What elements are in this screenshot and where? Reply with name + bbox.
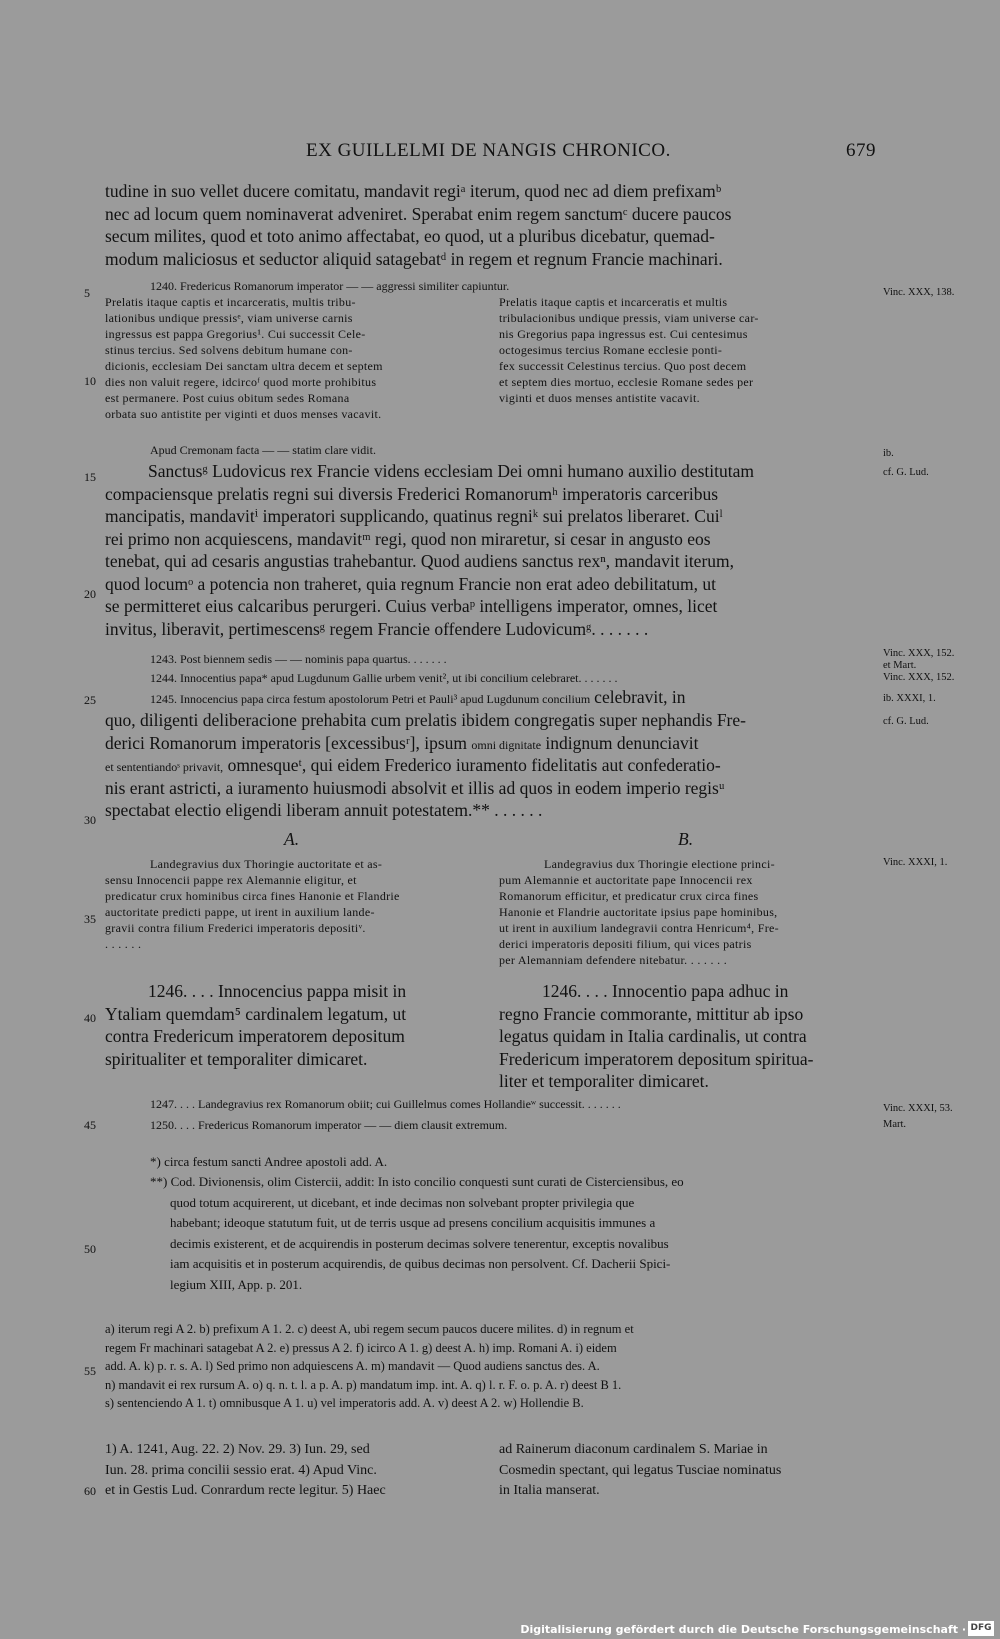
entry-1240-column-b bbox=[499, 294, 759, 406]
text-line: Cosmedin spectant, qui legatus Tusciae nominatus bbox=[499, 1462, 782, 1478]
text-line bbox=[105, 732, 746, 755]
text-line: orbata suo antistite per viginti et duos menses vacavit. bbox=[105, 407, 382, 421]
side-reference: Vinc. XXX, 152. bbox=[883, 648, 955, 659]
text-line: add. A. k) p. r. s. A. l) Sed primo non adquiescens A. m) mandavit — Quod audiens sanctus des. A. bbox=[105, 1359, 600, 1373]
text-line: et septem dies mortuo, ecclesie Romane sedes per bbox=[499, 375, 754, 389]
text-span: celebravit, in bbox=[594, 687, 686, 707]
funding-note: Digitalisierung gefördert durch die Deutsche Forschungsgemeinschaft · bbox=[520, 1623, 966, 1636]
text-line: stinus tercius. Sed solvens debitum humane con- bbox=[105, 343, 353, 357]
text-line: est permanere. Post cuius obitum sedes Romana bbox=[105, 391, 350, 405]
text-span: omnesqueᵗ, qui eidem Frederico iuramento fidelitatis aut confederatio- bbox=[227, 755, 721, 775]
text-line: habebant; ideoque statutum fuit, ut de terris usque ad presens concilium acquisitis immunes a bbox=[170, 1215, 656, 1230]
text-span: et sententiandoˢ privavit, bbox=[105, 760, 224, 774]
side-reference: Vinc. XXX, 152. bbox=[883, 672, 955, 683]
side-reference: Mart. bbox=[883, 1119, 907, 1130]
text-line: invitus, liberavit, pertimescensᵍ regem Francie offendere Ludovicumᵍ. . . . . . . bbox=[105, 618, 649, 639]
text-line: sensu Innocencii pappe rex Alemannie eligitur, et bbox=[105, 873, 357, 887]
text-line: gravii contra filium Frederici imperatoris depositiᵛ. bbox=[105, 921, 366, 935]
side-reference: cf. G. Lud. bbox=[883, 467, 929, 478]
text-line: nec ad locum quem nominaverat adveniret. Sperabat enim regem sanctumᶜ ducere paucos bbox=[105, 203, 732, 224]
dfg-logo: DFG bbox=[968, 1621, 994, 1636]
entry-1243: 1243. Post biennem sedis — — nominis papa quartus. . . . . . . bbox=[150, 652, 447, 666]
text-line: 1) A. 1241, Aug. 22. 2) Nov. 29. 3) Iun. 29, sed bbox=[105, 1442, 370, 1457]
running-title: EX GUILLELMI DE NANGIS CHRONICO. bbox=[306, 140, 671, 161]
line-number: 35 bbox=[84, 912, 96, 926]
side-reference: ib. bbox=[883, 448, 894, 459]
entry-1240-head: 1240. Fredericus Romanorum imperator — — aggressi similiter capiuntur. bbox=[150, 279, 510, 293]
text-line: predicatur crux hominibus circa fines Hanonie et Flandrie bbox=[105, 889, 400, 903]
text-line: Landegravius dux Thoringie auctoritate et as- bbox=[150, 857, 383, 871]
text-line: mancipatis, mandavitⁱ imperatori supplicando, quatinus regniᵏ sui prelatos liberaret. Cuiˡ bbox=[105, 506, 723, 526]
page-number: 679 bbox=[846, 140, 876, 161]
landgrave-column-b bbox=[499, 856, 779, 968]
text-line: **) Cod. Divionensis, olim Cistercii, addit: In isto concilio conquesti sunt curati de Cisterciensibus, eo bbox=[150, 1174, 684, 1189]
side-reference: ib. XXXI, 1. bbox=[883, 693, 936, 704]
text-line: fex successit Celestinus tercius. Quo post decem bbox=[499, 359, 747, 373]
text-line: Prelatis itaque captis et incarceratis et multis bbox=[499, 295, 728, 309]
text-line: Hanonie et Flandrie auctoritate ipsius pape hominibus, bbox=[499, 905, 778, 919]
line-number: 30 bbox=[84, 813, 96, 827]
text-line: iam acquisitis et in posterum acquirendis, de quibus decimas non persolvent. Cf. Dacherii Spici- bbox=[170, 1256, 671, 1271]
column-b-heading: B. bbox=[678, 829, 694, 849]
entry-1244: 1244. Innocentius papa* apud Lugdunum Gallie urbem venit², ut ibi concilium celebraret. . . . . . . bbox=[150, 671, 618, 685]
text-line: contra Fredericum imperatorem depositum bbox=[105, 1026, 405, 1046]
text-line: quo, diligenti deliberacione prehabita cum prelatis ibidem congregatis super nephandis Fre- bbox=[105, 710, 746, 730]
text-line: Romanorum efficitur, et predicatur crux circa fines bbox=[499, 889, 759, 903]
text-line: derici imperatoris depositi filium, qui vices patris bbox=[499, 937, 752, 951]
entry-1245-head bbox=[150, 686, 686, 709]
text-line: nis erant astricti, a iuramento huiusmodi absolvit et illis ad quos in eodem imperio regisᵘ bbox=[105, 777, 725, 798]
text-line: a) iterum regi A 2. b) prefixum A 1. 2. c) deest A, ubi regem secum paucos ducere milites. d) in regnum et bbox=[105, 1322, 634, 1336]
text-line: modum maliciosus et seductor aliquid satagebatᵈ in regem et regnum Francie machinari. bbox=[105, 248, 723, 269]
text-line: tudine in suo vellet ducere comitatu, mandavit regiᵃ iterum, quod nec ad diem prefixamᵇ bbox=[105, 181, 722, 201]
entry-1245-body bbox=[105, 709, 746, 822]
text-line: se permitteret eius calcaribus perurgeri. Cuius verbaᵖ intelligens imperator, omnes, licet bbox=[105, 596, 718, 616]
numbered-notes-left bbox=[105, 1440, 386, 1502]
text-line: liter et temporaliter dimicaret. bbox=[499, 1071, 709, 1091]
text-line: spiritualiter et temporaliter dimicaret. bbox=[105, 1048, 368, 1069]
entry-1246-column-b bbox=[499, 980, 813, 1093]
text-line: decimis existerent, et de acquirendis in posterum decimas solvere tenerentur, exceptis novalibus bbox=[170, 1235, 669, 1251]
line-number: 10 bbox=[84, 374, 96, 388]
text-line: compaciensque prelatis regni sui diversis Frederici Romanorumʰ imperatoris carceribus bbox=[105, 483, 719, 504]
variant-apparatus bbox=[105, 1320, 634, 1413]
text-line: ut irent in auxilium landegravii contra Henricum⁴, Fre- bbox=[499, 921, 779, 935]
text-line: Prelatis itaque captis et incarceratis, multis tribu- bbox=[105, 295, 356, 309]
text-line: rei primo non acquiescens, mandavitᵐ regi, quod non miraretur, si cesar in angusto eos bbox=[105, 528, 711, 549]
text-line: s) sentenciendo A 1. t) omnibusque A 1. u) vel imperatoris add. A. v) deest A 2. w) Hollendie B. bbox=[105, 1396, 584, 1410]
line-number: 55 bbox=[84, 1364, 96, 1378]
text-line: per Alemanniam defendere nitebatur. . . . . . . bbox=[499, 953, 728, 967]
side-reference: et Mart. bbox=[883, 660, 917, 671]
text-line: pum Alemannie et auctoritate pape Innocencii rex bbox=[499, 873, 753, 887]
text-line: 1246. . . . Innocentio papa adhuc in bbox=[542, 981, 789, 1001]
text-line: dies non valuit regere, idcircoᶠ quod morte prohibitus bbox=[105, 375, 377, 389]
line-number: 5 bbox=[84, 286, 90, 300]
text-line: auctoritate predicti pappe, ut irent in auxilium lande- bbox=[105, 905, 375, 919]
text-line: tenebat, qui ad cesaris angustias trahebantur. Quod audiens sanctus rexⁿ, mandavit iterum, bbox=[105, 551, 735, 571]
text-line: regem Fr machinari satagebat A 2. e) pressus A 2. f) icirco A 1. g) deest A. h) imp. Romani A. i) eidem bbox=[105, 1340, 617, 1355]
line-number: 50 bbox=[84, 1242, 96, 1256]
text-line: Fredericum imperatorem depositum spiritua- bbox=[499, 1048, 814, 1069]
entry-1247: 1247. . . . Landegravius rex Romanorum obiit; cui Guillelmus comes Hollandieʷ successit. . . . . . . bbox=[150, 1097, 621, 1111]
side-reference: cf. G. Lud. bbox=[883, 716, 929, 727]
note-double-star bbox=[150, 1172, 684, 1295]
side-reference: Vinc. XXXI, 53. bbox=[883, 1103, 953, 1114]
column-a-heading: A. bbox=[284, 829, 300, 849]
text-line: legatus quidam in Italia cardinalis, ut contra bbox=[499, 1026, 807, 1046]
line-number: 45 bbox=[84, 1118, 96, 1132]
text-line: Landegravius dux Thoringie electione princi- bbox=[544, 857, 775, 871]
text-line: Ytaliam quemdam⁵ cardinalem legatum, ut bbox=[105, 1003, 407, 1024]
landgrave-column-a bbox=[105, 856, 400, 952]
text-span: 1245. Innocencius papa circa festum apostolorum Petri et Pauli³ apud Lugdunum concilium bbox=[150, 692, 591, 706]
side-reference: Vinc. XXXI, 1. bbox=[883, 857, 948, 868]
line-number: 40 bbox=[84, 1011, 96, 1025]
ludovicus-paragraph bbox=[105, 460, 754, 640]
numbered-notes-right bbox=[499, 1440, 781, 1502]
text-line: Sanctusᵍ Ludovicus rex Francie videns ecclesiam Dei omni humano auxilio destitutam bbox=[148, 461, 754, 481]
text-line: regno Francie commorante, mittitur ab ipso bbox=[499, 1003, 804, 1024]
note-star: *) circa festum sancti Andree apostoli add. A. bbox=[150, 1154, 388, 1169]
entry-1246-column-a bbox=[105, 980, 406, 1070]
text-line: tribulacionibus undique pressis, viam universe car- bbox=[499, 311, 759, 325]
text-line: spectabat electio eligendi liberam annuit potestatem.** . . . . . . bbox=[105, 800, 543, 820]
text-line: secum milites, quod et toto animo affectabat, eo quod, ut a pluribus dicebatur, quemad- bbox=[105, 226, 715, 246]
text-line: dicionis, ecclesiam Dei sanctam ultra decem et septem bbox=[105, 359, 383, 373]
text-line: n) mandavit ei rex rursum A. o) q. n. t. l. a p. A. p) mandatum imp. int. A. q) l. r. F. o. p. A. r) deest B 1. bbox=[105, 1377, 622, 1392]
line-number: 60 bbox=[84, 1484, 96, 1498]
text-line: . . . . . . bbox=[105, 937, 142, 951]
text-span: derici Romanorum imperatoris [excessibusʳ], ipsum bbox=[105, 732, 467, 753]
text-line: lationibus undique pressisᵉ, viam universe carnis bbox=[105, 311, 353, 325]
entry-1240-column-a bbox=[105, 294, 383, 422]
text-line: quod totum acquirerent, ut dicebant, et inde decimas non solvebant propter privilegia que bbox=[170, 1194, 635, 1210]
line-number: 15 bbox=[84, 470, 96, 484]
text-line: ingressus est pappa Gregorius¹. Cui successit Cele- bbox=[105, 327, 366, 341]
entry-1240-tail: Apud Cremonam facta — — statim clare vidit. bbox=[150, 443, 376, 457]
text-line: legium XIII, App. p. 201. bbox=[170, 1276, 303, 1292]
text-line: octogesimus tercius Romane ecclesie ponti- bbox=[499, 343, 723, 357]
text-span: omni dignitate bbox=[471, 737, 542, 752]
text-line bbox=[105, 754, 746, 777]
text-line: ad Rainerum diaconum cardinalem S. Mariae in bbox=[499, 1442, 768, 1457]
line-number: 25 bbox=[84, 693, 96, 707]
text-line: Iun. 28. prima concilii sessio erat. 4) Apud Vinc. bbox=[105, 1462, 377, 1478]
footer-bar bbox=[0, 1617, 1000, 1639]
text-line: in Italia manserat. bbox=[499, 1483, 600, 1498]
line-number: 20 bbox=[84, 587, 96, 601]
text-line: 1246. . . . Innocencius pappa misit in bbox=[148, 981, 407, 1001]
text-line: quod locumᵒ a potencia non traheret, quia regnum Francie non erat adeo debilitatum, ut bbox=[105, 573, 717, 594]
text-span: indignum denunciavit bbox=[545, 732, 699, 753]
side-reference: Vinc. XXX, 138. bbox=[883, 287, 955, 298]
text-line: et in Gestis Lud. Conrardum recte legitur. 5) Haec bbox=[105, 1483, 386, 1498]
text-line: nis Gregorius papa ingressus est. Cui centesimus bbox=[499, 327, 748, 341]
entry-1250: 1250. . . . Fredericus Romanorum imperator — — diem clausit extremum. bbox=[150, 1118, 508, 1132]
text-line: viginti et duos menses antistite vacavit. bbox=[499, 391, 700, 405]
intro-paragraph bbox=[105, 180, 731, 270]
